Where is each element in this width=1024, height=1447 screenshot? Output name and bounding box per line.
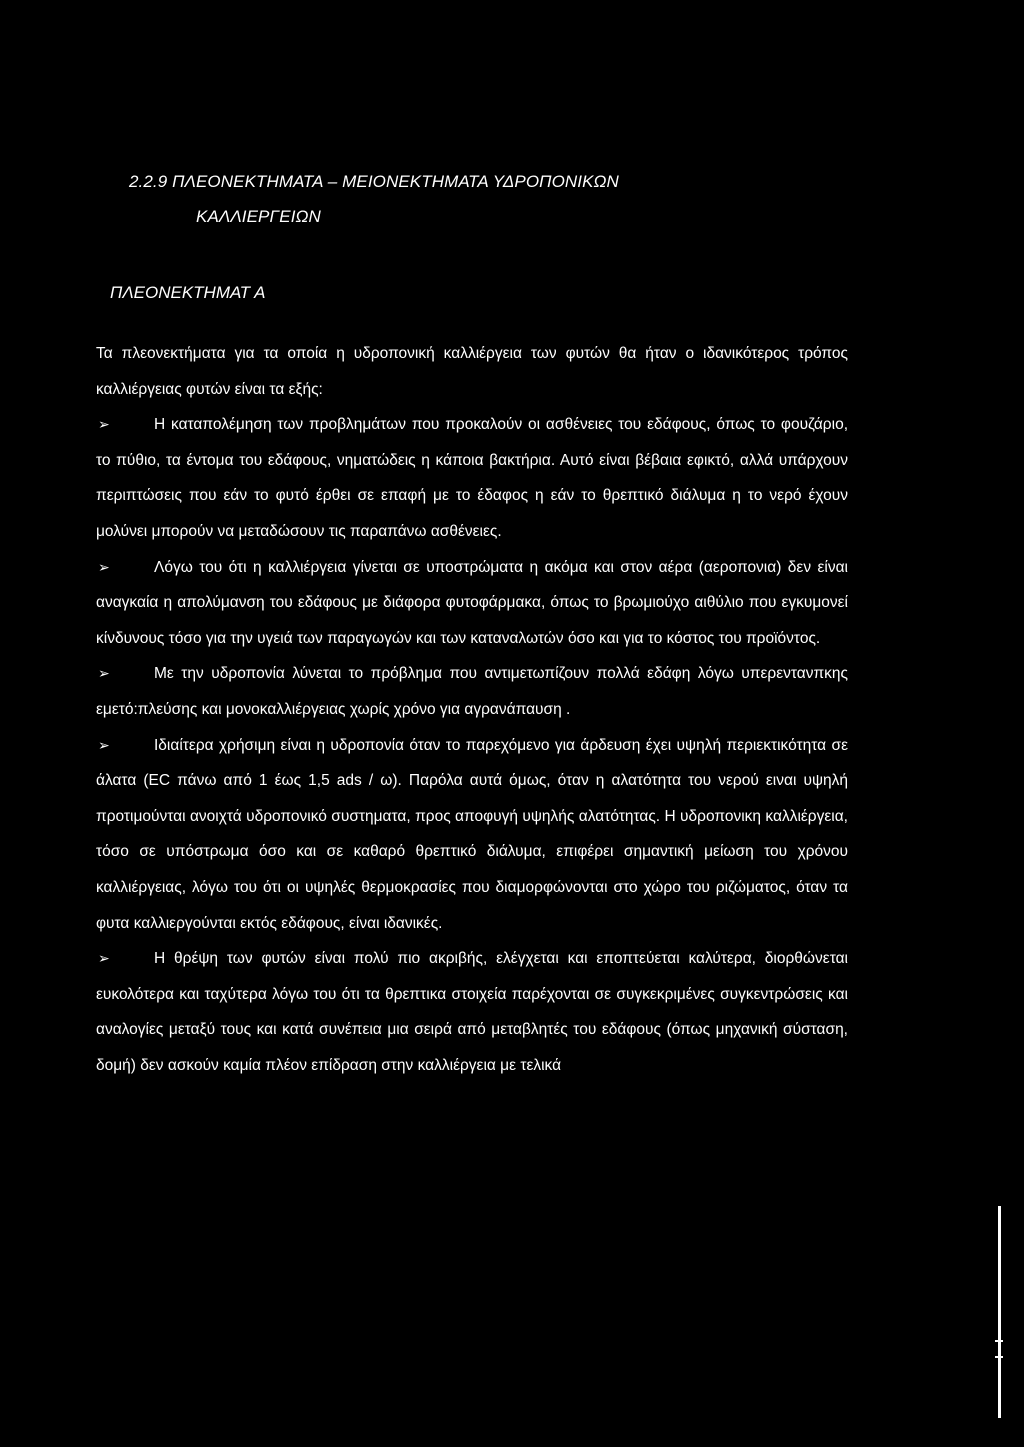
advantages-subheading: ΠΛΕΟΝΕΚΤΗΜΑΤ Α [110,283,266,302]
bullet-item-2 [96,550,848,657]
bullet-item-3 [96,656,848,727]
section-heading-line2: ΚΑΛΛΙΕΡΓΕΙΩΝ [196,207,321,226]
arrow-bullet-icon: ➢ [98,665,110,682]
arrow-bullet-icon: ➢ [98,558,110,575]
bullet-item-5 [96,941,848,1083]
intro-paragraph: Τα πλεονεκτήματα για τα οποία η υδροπονική καλλιέργεια των φυτών θα ήταν ο ιδανικότερος τρόπος καλλιέργειας φυτών είναι τα εξής: [96,345,848,398]
bullet-item-4 [96,728,848,942]
bullet-text-5: Η θρέψη των φυτών είναι πολύ πιο ακριβής, ελέγχεται και εποπτεύεται καλύτερα, διορθώνεται ευκολότερα και ταχύτερα λόγω του ότι τα θρεπτικα στοιχεία παρέχονται σε συγκεκριμένες συγκεντρώσεις και αναλογίες μεταξύ τους και κατά συνέπεια μια σειρά από μεταβλητές του εδάφους (όπως μηχανική σύσταση, δομή) δεν ασκούν καμία πλέον επίδραση στην καλλιέργεια με τελικά [96,950,848,1074]
arrow-bullet-icon: ➢ [98,950,110,967]
bullet-text-1: Η καταπολέμηση των προβλημάτων που προκαλούν οι ασθένειες του εδάφους, όπως το φουζάριο, το πύθιο, τα έντομα του εδάφους, νηματώδεις η κάποια βακτήρια. Αυτό είναι βέβαια εφικτό, αλλά υπάρχουν περιπτώσεις που εάν το φυτό έρθει σε επαφή με το έδαφος η εάν το θρεπτικό διάλυμα η το νερό έχουν μολύνει μπορούν να μεταδώσουν τις παραπάνω ασθένειες. [96,416,848,540]
scan-margin-line [998,1206,1001,1418]
bullet-item-1 [96,407,848,549]
scan-margin-tick [995,1356,1003,1358]
bullet-text-2: Λόγω του ότι η καλλιέργεια γίνεται σε υποστρώματα η ακόμα και στον αέρα (αεροπονια) δεν είναι αναγκαία η απολύμανση του εδάφους με διάφορα φυτοφάρμακα, όπως το βρωμιούχο αιθύλιο που εγκυμονεί κίνδυνους τόσο για την υγειά των παραγωγών και των καταναλωτών όσο και για το κόστος του προϊόντος. [96,558,848,647]
bullet-text-4: Ιδιαίτερα χρήσιμη είναι η υδροπονία όταν το παρεχόμενο για άρδευση έχει υψηλή περιεκτικότητα σε άλατα (ΕC πάνω από 1 έως 1,5 ads / ω). Παρόλα αυτά όμως, όταν η αλατότητα του νερού ειναι υψηλή προτιμούνται ανοιχτά υδροπονικό συστηματα, προς αποφυγή υψηλής αλατότητας. Η υδροπονικη καλλιέργεια, τόσο σε υπόστρωμα όσο και σε καθαρό θρεπτικό διάλυμα, επιφέρει σημαντική μείωση του χρόνου καλλιέργειας, λόγω του ότι οι υψηλές θερμοκρασίες που διαμορφώνονται στο χώρο του ριζώματος, όταν τα φυτα καλλιεργούνται εκτός εδάφους, είναι ιδανικές. [96,736,848,932]
arrow-bullet-icon: ➢ [98,736,110,753]
document-body [96,336,848,1083]
arrow-bullet-icon: ➢ [98,416,110,433]
bullet-text-3: Με την υδροπονία λύνεται το πρόβλημα που αντιμετωπίζουν πολλά εδάφη λόγω υπερεντανπκης εμετό:πλεύσης και μονοκαλλιέργειας χωρίς χρόνο για αγρανάπαυση . [96,665,848,718]
scan-margin-tick [995,1340,1003,1342]
section-heading-line1: 2.2.9 ΠΛΕΟΝΕΚΤΗΜΑΤΑ – ΜΕΙΟΝΕΚΤΗΜΑΤΑ ΥΔΡΟΠΟΝΙΚΩΝ [129,172,619,191]
